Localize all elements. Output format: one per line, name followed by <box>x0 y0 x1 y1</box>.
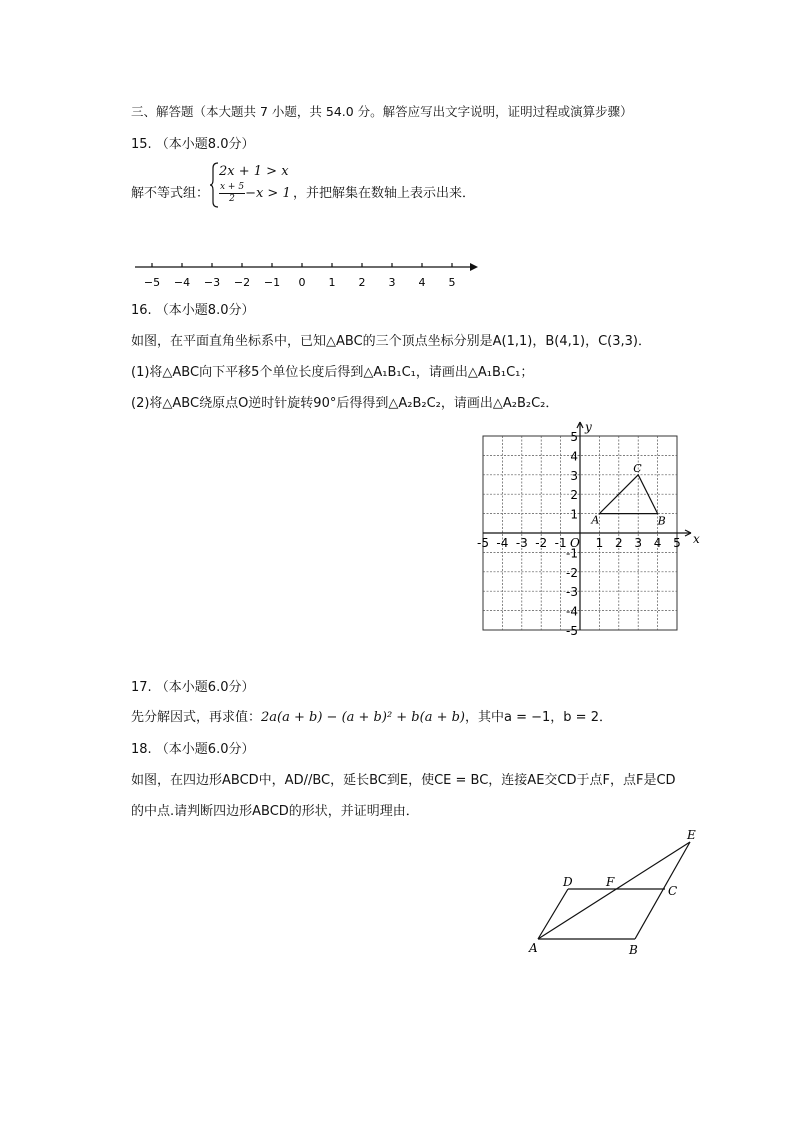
q15-ineq2-fraction <box>219 182 245 205</box>
x-tick-label: 1 <box>595 536 604 550</box>
point-label-a: A <box>591 513 600 527</box>
x-tick-label: 3 <box>634 536 643 550</box>
q18-line1: 如图，在四边形ABCD中，AD//BC，延长BC到E，使CE = BC，连接AE交CD于点F，点F是CD <box>131 773 676 788</box>
x-axis-label: x <box>693 532 700 546</box>
number-line <box>130 255 480 295</box>
q15-ineq1: 2x + 1 > x <box>219 164 289 179</box>
q17-lead: 先分解因式，再求值： <box>131 710 262 725</box>
arrow-right-icon <box>470 263 478 271</box>
q17-body <box>131 710 612 726</box>
y-tick-label: 5 <box>570 430 578 444</box>
y-tick-label: 1 <box>570 507 578 522</box>
number-line-tick-label: 0 <box>298 276 306 289</box>
y-tick-label: -3 <box>566 585 578 600</box>
q16-header: 16. （本小题8.0分） <box>131 303 255 318</box>
point-label-c: C <box>633 461 642 475</box>
section-heading: 三、解答题（本大题共 7 小题，共 54.0 分。解答应写出文字说明，证明过程或演算步骤） <box>131 104 633 119</box>
x-tick-label: 4 <box>653 536 662 550</box>
segment-be <box>635 842 690 939</box>
x-tick-label: -2 <box>535 536 548 550</box>
q15-header: 15. （本小题8.0分） <box>131 137 255 152</box>
number-line-tick-label: −3 <box>203 276 221 289</box>
frac-num: x + 5 <box>220 182 245 192</box>
number-line-tick-label: 4 <box>418 276 426 289</box>
q15-tail: ，并把解集在数轴上表示出来． <box>293 186 476 201</box>
x-tick-label: -1 <box>554 536 567 550</box>
label-a: A <box>529 941 538 955</box>
y-tick-label: -4 <box>566 604 578 619</box>
number-line-tick-label: 3 <box>388 276 396 289</box>
q16-part2: (2)将△ABC绕原点O逆时针旋转90°后得得到△A₂B₂C₂，请画出△A₂B₂C₂． <box>131 396 559 411</box>
q15-ineq2 <box>219 182 291 205</box>
number-line-tick-label: −5 <box>143 276 161 289</box>
label-d: D <box>563 875 573 889</box>
parallelogram-figure <box>525 825 705 960</box>
y-tick-label: 2 <box>570 488 578 503</box>
q15-lead: 解不等式组： <box>131 186 210 201</box>
x-tick-label: -3 <box>515 536 528 550</box>
number-line-tick-label: 5 <box>448 276 456 289</box>
q18-header: 18. （本小题6.0分） <box>131 742 255 757</box>
frac-den: 2 <box>229 194 235 204</box>
q17-expr: 2a(a + b) − (a + b)² + b(a + b) <box>261 710 466 725</box>
y-tick-label: -2 <box>566 565 578 580</box>
y-tick-label: 4 <box>570 449 578 464</box>
x-tick-label: -5 <box>477 536 489 550</box>
label-c: C <box>668 884 678 898</box>
coordinate-grid <box>474 418 699 640</box>
y-tick-label: -1 <box>566 546 578 561</box>
x-tick-label: 2 <box>614 536 623 550</box>
number-line-tick-label: −1 <box>263 276 281 289</box>
y-axis-label: y <box>585 420 592 434</box>
x-tick-label: -4 <box>496 536 509 550</box>
y-tick-label: 3 <box>570 468 578 483</box>
label-e: E <box>687 828 696 842</box>
label-f: F <box>606 875 615 889</box>
point-label-b: B <box>657 514 666 528</box>
origin-label: O <box>570 536 580 550</box>
q16-stem: 如图，在平面直角坐标系中，已知△ABC的三个顶点坐标分别是A(1,1)，B(4,1)，C(3,3)． <box>131 334 652 349</box>
q17-cond: ，其中a = −1，b = 2． <box>465 710 612 725</box>
number-line-tick-label: −4 <box>173 276 191 289</box>
q16-part1: (1)将△ABC向下平移5个单位长度后得到△A₁B₁C₁，请画出△A₁B₁C₁； <box>131 365 534 380</box>
number-line-tick-label: −2 <box>233 276 251 289</box>
number-line-tick-label: 2 <box>358 276 366 289</box>
q15-ineq2-rest: −x > 1 <box>245 186 291 201</box>
label-b: B <box>629 943 638 957</box>
y-tick-label: -5 <box>566 624 578 638</box>
segment-ad <box>538 889 568 939</box>
x-tick-label: 5 <box>673 536 681 550</box>
q17-header: 17. （本小题6.0分） <box>131 680 255 695</box>
q15-body <box>131 178 209 218</box>
q18-line2: 的中点.请判断四边形ABCD的形状，并证明理由． <box>131 804 419 819</box>
number-line-tick-label: 1 <box>328 276 336 289</box>
